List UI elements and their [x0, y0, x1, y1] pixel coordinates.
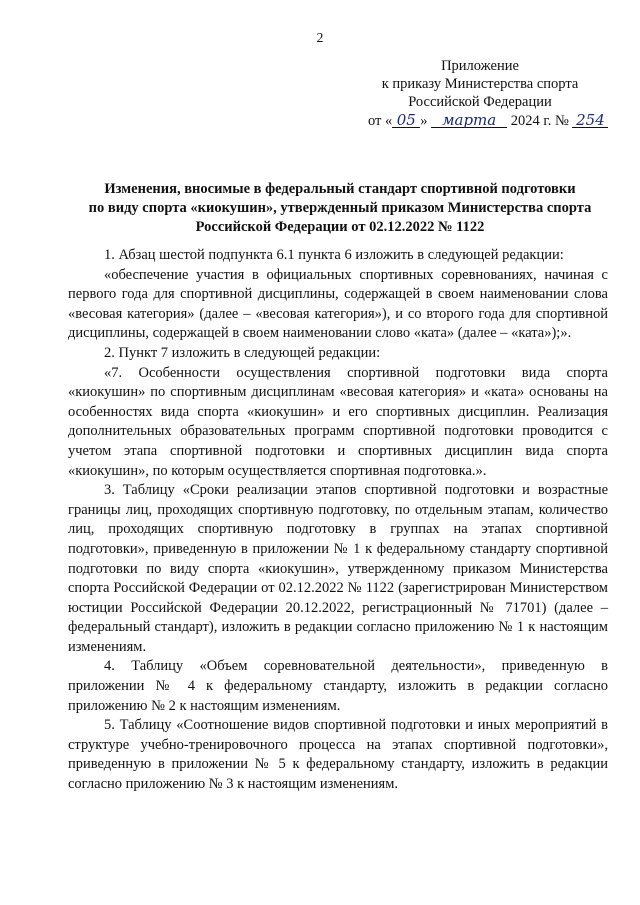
document-title: [70, 180, 610, 237]
annex-title: Приложение: [441, 58, 519, 74]
title-line-2: по виду спорта «киокушин», утвержденный приказом Министерства спорта: [88, 200, 592, 216]
order-date-line: [368, 112, 618, 130]
handwritten-order-number: 254: [572, 113, 608, 128]
title-line-1: Изменения, вносимые в федеральный стандарт спортивной подготовки: [104, 181, 576, 197]
annex-header: [350, 57, 610, 111]
page-number: 2: [316, 30, 324, 45]
date-prefix: от «: [368, 113, 393, 129]
year-part: 2024 г. №: [510, 113, 569, 129]
document-body: [68, 246, 608, 795]
paragraph-6: 4. Таблицу «Объем соревновательной деятельности», приведенную в приложении № 4 к федеральному стандарту, изложить в редакции согласно приложению № 2 к настоящим изменениям.: [68, 658, 608, 714]
annex-ministry: Российской Федерации: [408, 94, 552, 110]
paragraph-7: 5. Таблицу «Соотношение видов спортивной подготовки и иных мероприятий в структуре учебно-тренировочного процесса на этапах спортивной подготовки», приведенную в приложении № 5 к федеральному стандарту, изложить в редакции согласно приложению № 3 к настоящим изменениям.: [68, 717, 608, 793]
date-mid: »: [420, 113, 428, 129]
annex-order-ref: к приказу Министерства спорта: [381, 76, 579, 92]
paragraph-3: 2. Пункт 7 изложить в следующей редакции:: [104, 344, 381, 361]
paragraph-4: «7. Особенности осуществления спортивной подготовки вида спорта «киокушин» по спортивным дисциплинам «весовая категория» и «ката» основаны на особенностях вида спорта «киокушин» и его спортивных дисциплин. Реализация дополнительных образовательных программ спортивной подготовки проводится с учетом этапа спортивной подготовки и спортивных дисциплин вида спорта «киокушин», по которым осуществляется спортивная подготовка.».: [68, 364, 608, 479]
handwritten-day: 05: [392, 113, 420, 128]
paragraph-5: 3. Таблицу «Сроки реализации этапов спортивной подготовки и возрастные границы лиц, проходящих спортивную подготовку, по отдельным этапам, количество лиц, проходящих спортивную подготовку в группах на этапах спортивной подготовки», приведенную в приложении № 1 к федеральному стандарту спортивной подготовки по виду спорта «киокушин», утвержденному приказом Министерства спорта Российской Федерации от 02.12.2022 № 1122 (зарегистрирован Министерством юстиции Российской Федерации 20.12.2022, регистрационный № 71701) (далее – федеральный стандарт), изложить в редакции согласно приложению № 1 к настоящим изменениям.: [68, 482, 608, 655]
paragraph-1: 1. Абзац шестой подпункта 6.1 пункта 6 изложить в следующей редакции:: [104, 247, 564, 263]
title-line-3: Российской Федерации от 02.12.2022 № 1122: [195, 219, 485, 235]
handwritten-month: марта: [431, 113, 507, 128]
paragraph-2: «обеспечение участия в официальных спортивных соревнованиях, начиная с первого года для спортивной дисциплины, содержащей в своем наименовании слова «весовая категория» (далее – «весовая категория»), и со второго года для спортивной дисциплины, содержащей в своем наименовании слово «ката» (далее – «ката»);».: [68, 266, 608, 342]
